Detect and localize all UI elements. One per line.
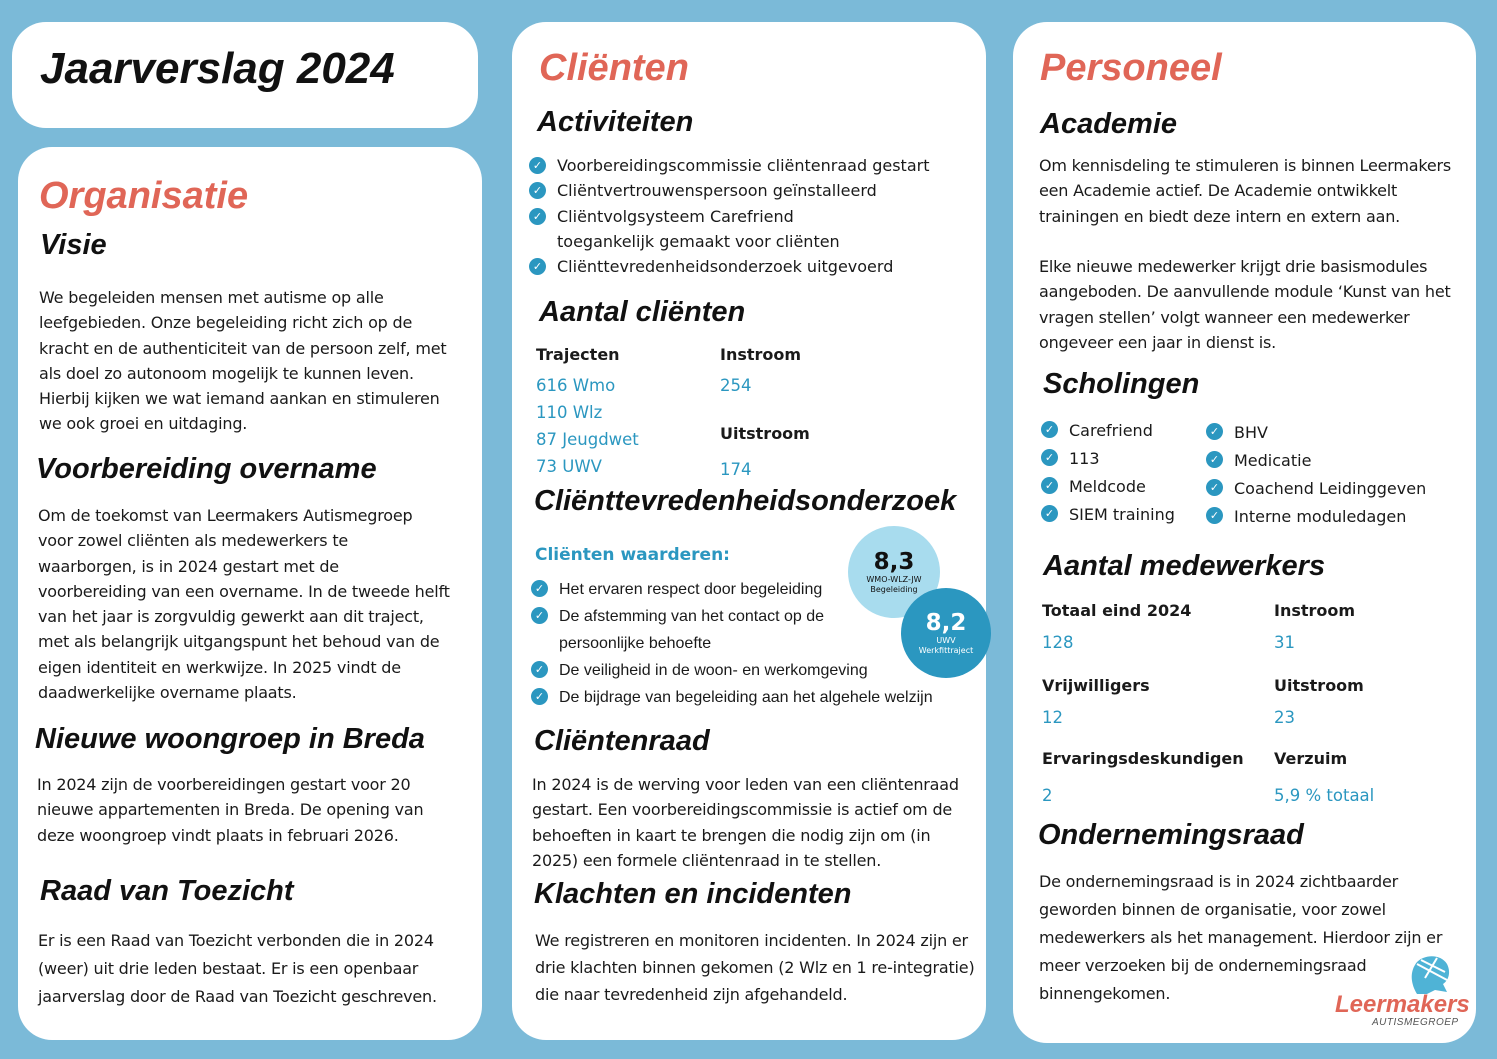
check-icon: ✓ (531, 661, 548, 678)
list-item: ✓ Carefriend (1041, 417, 1175, 445)
check-icon: ✓ (529, 157, 546, 174)
clientenraad-title: Cliëntenraad (534, 725, 710, 757)
check-icon: ✓ (1041, 449, 1058, 466)
academie-text-2: Elke nieuwe medewerker krijgt drie basismodules aangeboden. De aanvullende module ‘Kunst van het vragen stellen’ volgt wanneer een medewerker ongeveer een jaar in dienst is. (1039, 257, 1451, 352)
clienten-heading: Cliënten (539, 47, 689, 89)
stat-value: 128 (1042, 633, 1074, 652)
logo-name: Leermakers (1335, 991, 1470, 1018)
scholingen-title: Scholingen (1043, 368, 1200, 400)
score-badge-uwv (901, 588, 991, 678)
activiteiten-title: Activiteiten (537, 106, 694, 138)
visie-title: Visie (40, 229, 107, 261)
stat-label: Totaal eind 2024 (1042, 601, 1192, 620)
traject-value: 616 Wmo (536, 376, 616, 395)
stat-value: 31 (1274, 633, 1295, 652)
check-icon: ✓ (1206, 451, 1223, 468)
visie-text: We begeleiden mensen met autisme op alle leefgebieden. Onze begeleiding richt zich op de kracht en de authenticiteit van de persoon zelf, met als doel zo autonoom mogelijk te kunnen leven. Hierbij kijken we wat iemand aankan en stimuleren we ook groei en uitdaging. (39, 288, 447, 434)
tevredenheid-title: Cliënttevredenheidsonderzoek (534, 485, 957, 517)
list-item: ✓ De veiligheid in de woon- en werkomgeving (531, 657, 971, 684)
check-icon: ✓ (1206, 479, 1223, 496)
rvt-title: Raad van Toezicht (40, 875, 294, 907)
trajecten-label: Trajecten (536, 345, 620, 364)
rvt-text: Er is een Raad van Toezicht verbonden die in 2024 (weer) uit drie leden bestaat. Er is een openbaar jaarverslag door de Raad van Toezicht geschreven. (38, 931, 437, 1006)
check-icon: ✓ (531, 607, 548, 624)
instroom-label: Instroom (720, 345, 802, 364)
list-item: ✓ Het ervaren respect door begeleiding (531, 576, 971, 603)
check-icon: ✓ (1041, 505, 1058, 522)
check-icon: ✓ (529, 208, 546, 225)
traject-value: 73 UWV (536, 457, 602, 476)
overname-title: Voorbereiding overname (36, 453, 377, 485)
check-icon: ✓ (1041, 421, 1058, 438)
logo-head-icon (1407, 954, 1455, 996)
stat-label: Instroom (1274, 601, 1356, 620)
stat-label: Uitstroom (1274, 676, 1364, 695)
medewerkers-title: Aantal medewerkers (1043, 550, 1326, 582)
score-value: 8,3 (873, 549, 915, 575)
klachten-text: We registreren en monitoren incidenten. In 2024 zijn er drie klachten binnen gekomen (2 Wlz en 1 re-integratie) die naar tevredenheid zijn afgehandeld. (535, 931, 975, 1004)
check-icon: ✓ (1206, 507, 1223, 524)
stat-label: Vrijwilligers (1042, 676, 1150, 695)
score-value: 8,2 (925, 610, 967, 636)
logo-subtitle: AUTISMEGROEP (1372, 1017, 1459, 1028)
score-label: UWV (936, 636, 956, 645)
list-item: ✓ Cliëntvolgsysteem Carefriend toegankelijk gemaakt voor cliënten (529, 204, 949, 255)
stat-value: 2 (1042, 786, 1053, 805)
list-item: ✓ Interne moduledagen (1206, 503, 1426, 531)
woongroep-text: In 2024 zijn de voorbereidingen gestart voor 20 nieuwe appartementen in Breda. De opening van deze woongroep vindt plaats in februari 2026. (37, 775, 424, 845)
scholingen-list-2 (1206, 419, 1426, 531)
organisatie-heading: Organisatie (39, 175, 249, 217)
title-box (12, 22, 478, 128)
stat-value: 23 (1274, 708, 1295, 727)
woongroep-title: Nieuwe woongroep in Breda (35, 723, 425, 755)
score-label: Begeleiding (870, 585, 918, 594)
traject-value: 87 Jeugdwet (536, 430, 639, 449)
scholingen-list-1 (1041, 417, 1175, 529)
instroom-value: 254 (720, 376, 752, 395)
score-label: WMO-WLZ-JW (866, 575, 922, 584)
stat-value: 5,9 % totaal (1274, 786, 1375, 805)
list-item: ✓ Medicatie (1206, 447, 1426, 475)
academie-title: Academie (1040, 108, 1178, 140)
uitstroom-value: 174 (720, 460, 752, 479)
organisatie-panel (18, 147, 482, 1040)
page-title: Jaarverslag 2024 (40, 44, 395, 93)
traject-value: 110 Wlz (536, 403, 603, 422)
list-item: ✓ De bijdrage van begeleiding aan het algehele welzijn (531, 684, 971, 711)
list-item: ✓ 113 (1041, 445, 1175, 473)
check-icon: ✓ (531, 580, 548, 597)
list-item: ✓ Voorbereidingscommissie cliëntenraad gestart (529, 153, 949, 178)
clienten-panel (512, 22, 986, 1040)
list-item: ✓ Coachend Leidinggeven (1206, 475, 1426, 503)
check-icon: ✓ (1206, 423, 1223, 440)
academie-text-1: Om kennisdeling te stimuleren is binnen Leermakers een Academie actief. De Academie ontwikkelt trainingen en biedt deze intern en extern aan. (1039, 156, 1451, 226)
check-icon: ✓ (1041, 477, 1058, 494)
or-title: Ondernemingsraad (1038, 819, 1304, 851)
overname-text: Om de toekomst van Leermakers Autismegroep voor zowel cliënten als medewerkers te waarborgen, is in 2024 gestart met de voorbereiding van een overname. In de tweede helft van het jaar is zorgvuldig gewerkt aan dit traject, met als belangrijk uitgangspunt het behoud van de eigen identiteit en werkwijze. In 2025 vindt de daadwerkelijke overname plaats. (38, 506, 450, 703)
or-text: De ondernemingsraad is in 2024 zichtbaarder geworden binnen de organisatie, voor zowel medewerkers als het management. Hierdoor zijn er meer verzoeken bij de ondernemingsraad binnengekomen. (1039, 872, 1443, 1003)
check-icon: ✓ (529, 182, 546, 199)
personeel-heading: Personeel (1040, 47, 1222, 89)
list-item: ✓ BHV (1206, 419, 1426, 447)
aantal-clienten-title: Aantal cliënten (539, 296, 746, 328)
score-label: Werkfittraject (918, 646, 974, 655)
check-icon: ✓ (531, 688, 548, 705)
stat-label: Ervaringsdeskundigen (1042, 749, 1244, 768)
clientenraad-text: In 2024 is de werving voor leden van een cliëntenraad gestart. Een voorbereidingscommissie is actief om de behoeften in kaart te brengen die nodig zijn om (in 2025) een formele cliëntenraad in te stellen. (532, 775, 959, 870)
list-item: ✓ Cliënttevredenheidsonderzoek uitgevoerd (529, 254, 949, 279)
list-item: ✓ Meldcode (1041, 473, 1175, 501)
leermakers-logo (1335, 954, 1470, 1034)
uitstroom-label: Uitstroom (720, 424, 810, 443)
list-item: ✓ SIEM training (1041, 501, 1175, 529)
list-item: ✓ De afstemming van het contact op de persoonlijke behoefte (531, 603, 971, 657)
activiteiten-list (529, 153, 949, 279)
stat-value: 12 (1042, 708, 1063, 727)
personeel-panel (1013, 22, 1476, 1043)
klachten-title: Klachten en incidenten (534, 878, 852, 910)
check-icon: ✓ (529, 258, 546, 275)
tevredenheid-subtitle: Cliënten waarderen: (535, 545, 730, 565)
stat-label: Verzuim (1274, 749, 1348, 768)
list-item: ✓ Cliëntvertrouwenspersoon geïnstalleerd (529, 178, 949, 203)
trajecten-values (536, 372, 639, 480)
